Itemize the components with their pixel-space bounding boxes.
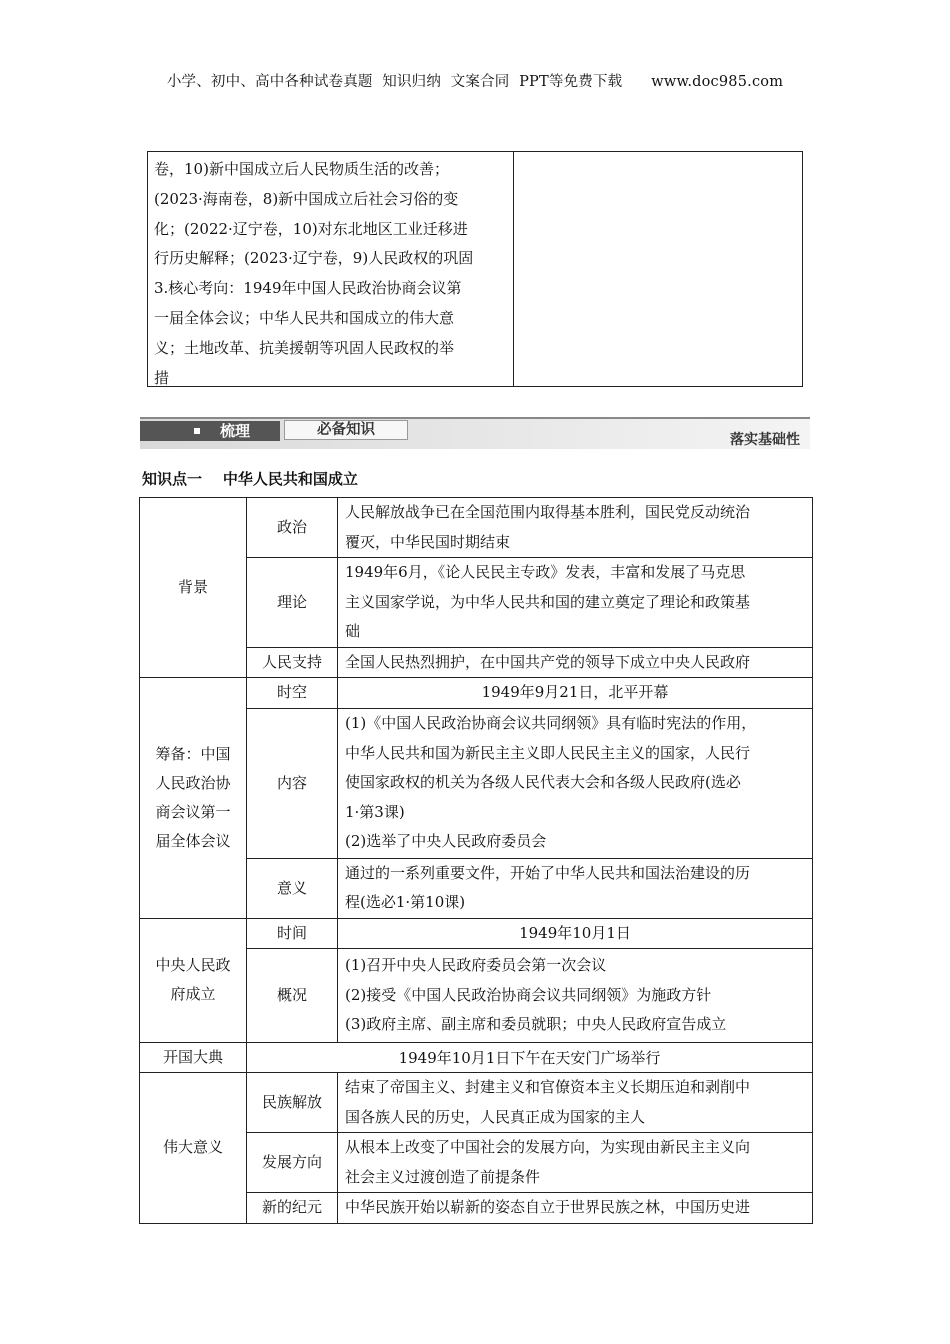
content-line: 中华人民共和国为新民主主义即人民民主主义的国家，人民行 [345,743,751,762]
exam-info-line: 一届全体会议；中华人民共和国成立的伟大意 [154,308,455,327]
content-line: 从根本上改变了中国社会的发展方向，为实现由新民主主义向 [345,1138,751,1156]
page-header: 小学、初中、高中各种试卷真题 知识归纳 文案合同 PPT等免费下载 www.doc985.com [166,74,784,90]
exam-info-line: 卷，10)新中国成立后人民物质生活的改善； [154,160,449,178]
label-line: 筹备：中国 [155,744,231,763]
content-line: (1)《中国人民政治协商会议共同纲领》具有临时宪法的作用， [345,714,757,733]
content-line: (2)接受《中国人民政治协商会议共同纲领》为施政方针 [345,985,712,1004]
content-cell [338,1133,813,1193]
content-line: 使国家政权的机关为各级人民代表大会和各级人民政府(选必 [345,773,741,792]
content-line: 人民解放战争已在全国范围内取得基本胜利，国民党反动统治 [345,503,751,521]
label-line: 中央人民政 [155,956,231,975]
section-label: 梳理 [220,422,251,440]
content-line: 结束了帝国主义、封建主义和官僚资本主义长期压迫和剥削中 [345,1078,751,1096]
sub-label: 新的纪元 [247,1193,338,1224]
sub-label: 人民支持 [247,647,338,678]
exam-info-line: 行历史解释；(2023·辽宁卷，9)人民政权的巩固 [154,249,474,268]
knowledge-table [139,497,813,1224]
sub-label: 时间 [247,918,338,949]
content-cell [338,647,813,678]
content-cell [338,708,813,858]
label-line: 届全体会议 [155,831,231,850]
content-line: (3)政府主席、副主席和委员就职；中央人民政府宣告成立 [345,1015,727,1034]
content-cell: 1949年10月1日 [338,918,813,949]
row-label-central-government [140,918,247,1043]
sub-label: 时空 [247,678,338,709]
exam-info-line: 措 [154,368,170,387]
content-cell [338,498,813,558]
section-tagline: 落实基础性 [730,432,800,448]
content-line: 中华民族开始以崭新的姿态自立于世界民族之林，中国历史进 [345,1198,751,1216]
content-cell [338,858,813,918]
exam-info-line: 义；土地改革、抗美援朝等巩固人民政权的举 [154,338,455,357]
content-line: 础 [345,622,361,640]
sub-label: 内容 [247,708,338,858]
content-line: 1·第3课) [345,802,405,821]
content-cell [338,1193,813,1224]
exam-info-line: 3.核心考向：1949年中国人民政治协商会议第 [154,279,462,298]
content-line: 覆灭，中华民国时期结束 [345,532,511,551]
sub-label: 民族解放 [247,1073,338,1133]
section-tab-dark [140,421,280,441]
sub-label: 发展方向 [247,1133,338,1193]
sub-label: 理论 [247,558,338,648]
knowledge-point-title: 知识点一 中华人民共和国成立 [142,470,358,488]
exam-info-line: 化；(2022·辽宁卷，10)对东北地区工业迁移进 [154,219,468,238]
exam-info-cell [148,152,514,386]
content-cell [338,558,813,648]
content-line: 社会主义过渡创造了前提条件 [345,1167,541,1186]
section-bar [140,417,810,449]
content-cell [338,1073,813,1133]
sub-label: 政治 [247,498,338,558]
content-line: 通过的一系列重要文件，开始了中华人民共和国法治建设的历 [345,863,751,882]
content-cell: 1949年10月1日下午在天安门广场举行 [247,1043,813,1073]
row-label-significance: 伟大意义 [140,1073,247,1224]
sub-label: 概况 [247,949,338,1043]
content-line: 全国人民热烈拥护，在中国共产党的领导下成立中央人民政府 [345,652,751,671]
content-line: (1)召开中央人民政府委员会第一次会议 [345,956,607,975]
content-line: 主义国家学说，为中华人民共和国的建立奠定了理论和政策基 [345,592,751,611]
label-line: 商会议第一 [155,802,231,821]
continuation-table [147,151,803,387]
content-line: (2)选举了中央人民政府委员会 [345,832,547,851]
label-line: 府成立 [170,985,216,1004]
content-line: 程(选必1·第10课) [345,893,466,911]
empty-cell [514,152,802,386]
label-line: 人民政治协 [155,773,231,792]
row-label-background: 背景 [140,498,247,678]
row-label-ceremony: 开国大典 [140,1043,247,1073]
row-label-preparation [140,678,247,919]
sub-label: 意义 [247,858,338,918]
square-bullet-icon [194,428,200,434]
content-cell [338,949,813,1043]
content-cell: 1949年9月21日，北平开幕 [338,678,813,709]
content-line: 1949年6月，《论人民民主专政》发表，丰富和发展了马克思 [345,563,746,581]
exam-info-line: (2023·海南卷，8)新中国成立后社会习俗的变 [154,189,459,208]
section-subtitle: 必备知识 [284,420,408,440]
content-line: 国各族人民的历史，人民真正成为国家的主人 [345,1107,646,1126]
